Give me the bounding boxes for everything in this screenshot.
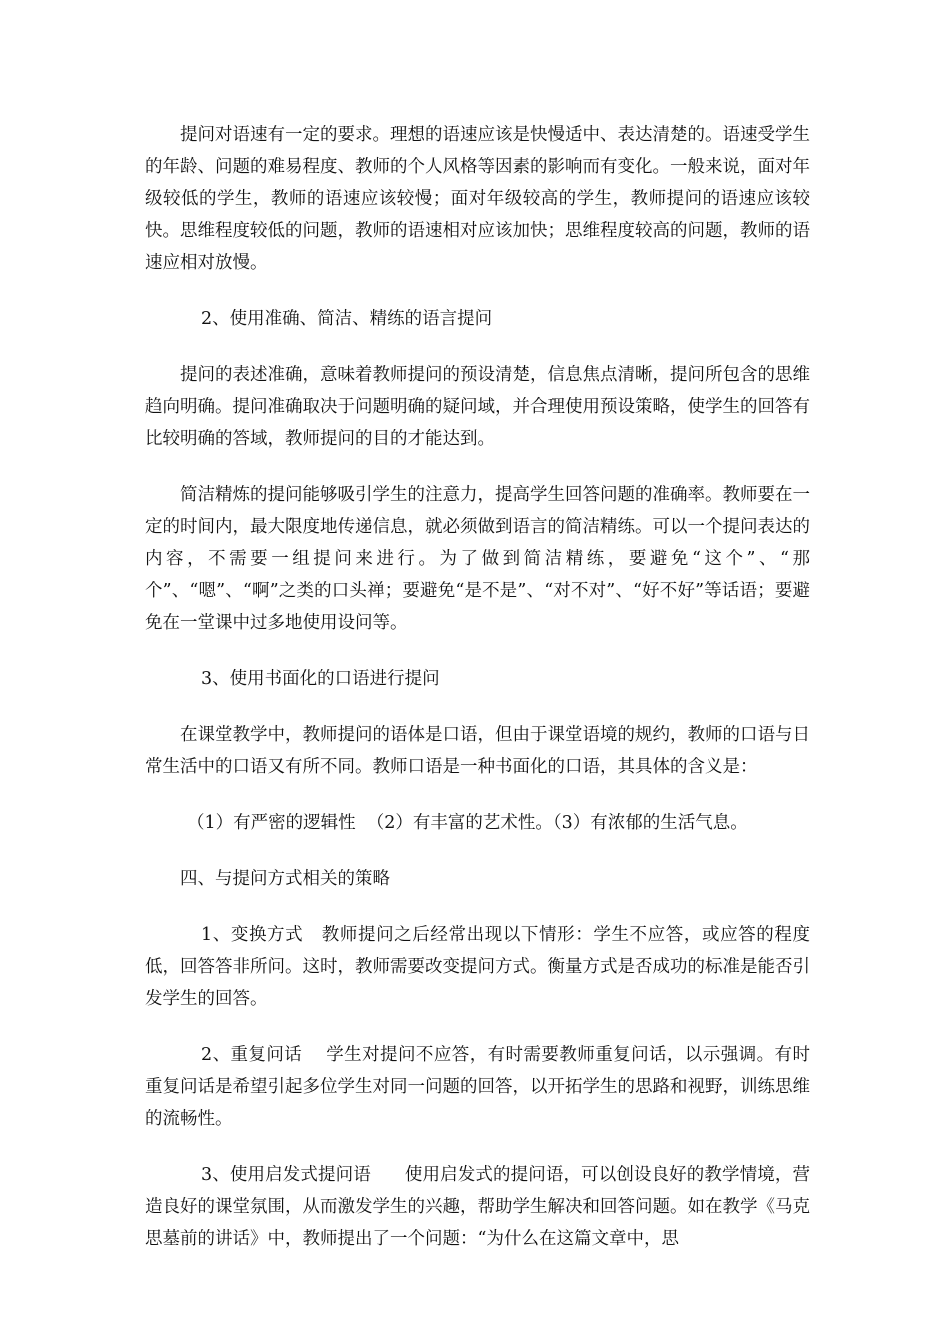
paragraph-repeat-question: 2、重复问话 学生对提问不应答，有时需要教师重复问话，以示强调。有时重复问话是希望引起多位学生对同一问题的回答，以开拓学生的思路和视野，训练思维的流畅性。 xyxy=(145,1045,810,1129)
heading-strategies: 四、与提问方式相关的策略 xyxy=(180,869,390,889)
document-page xyxy=(145,119,810,1279)
paragraph-accuracy: 提问的表述准确，意味着教师提问的预设清楚，信息焦点清晰，提问所包含的思维趋向明确。提问准确取决于问题明确的疑问域，并合理使用预设策略，使学生的回答有比较明确的答域，教师提问的目的才能达到。 xyxy=(145,365,810,449)
paragraph-change-method: 1、变换方式 教师提问之后经常出现以下情形：学生不应答，或应答的程度低，回答答非所问。这时，教师需要改变提问方式。衡量方式是否成功的标准是能否引发学生的回答。 xyxy=(145,925,810,1009)
heading-accurate-language: 2、使用准确、简洁、精练的语言提问 xyxy=(201,309,493,329)
paragraph-features-list: （1）有严密的逻辑性 （2）有丰富的艺术性。（3）有浓郁的生活气息。 xyxy=(187,813,748,833)
paragraph-heuristic-question: 3、使用启发式提问语 使用启发式的提问语，可以创设良好的教学情境，营造良好的课堂氛围，从而激发学生的兴趣，帮助学生解决和回答问题。如在教学《马克思墓前的讲话》中，教师提出了一个问题：“为什么在这篇文章中，思 xyxy=(145,1165,810,1249)
paragraph-speech-rate: 提问对语速有一定的要求。理想的语速应该是快慢适中、表达清楚的。语速受学生的年龄、问题的难易程度、教师的个人风格等因素的影响而有变化。一般来说，面对年级较低的学生，教师的语速应该较慢；面对年级较高的学生，教师提问的语速应该较快。思维程度较低的问题，教师的语速相对应该加快；思维程度较高的问题，教师的语速应相对放慢。 xyxy=(145,125,810,273)
paragraph-oral-language: 在课堂教学中，教师提问的语体是口语，但由于课堂语境的规约，教师的口语与日常生活中的口语又有所不同。教师口语是一种书面化的口语，其具体的含义是： xyxy=(145,725,810,777)
heading-written-oral: 3、使用书面化的口语进行提问 xyxy=(201,669,440,689)
paragraph-concise: 简洁精炼的提问能够吸引学生的注意力，提高学生回答问题的准确率。教师要在一定的时间内，最大限度地传递信息，就必须做到语言的简洁精练。可以一个提问表达的内容，不需要一组提问来进行。为了做到简洁精练，要避免“这个”、“那个”、“嗯”、“啊”之类的口头禅；要避免“是不是”、“对不对”、“好不好”等话语；要避免在一堂课中过多地使用设问等。 xyxy=(145,485,810,633)
